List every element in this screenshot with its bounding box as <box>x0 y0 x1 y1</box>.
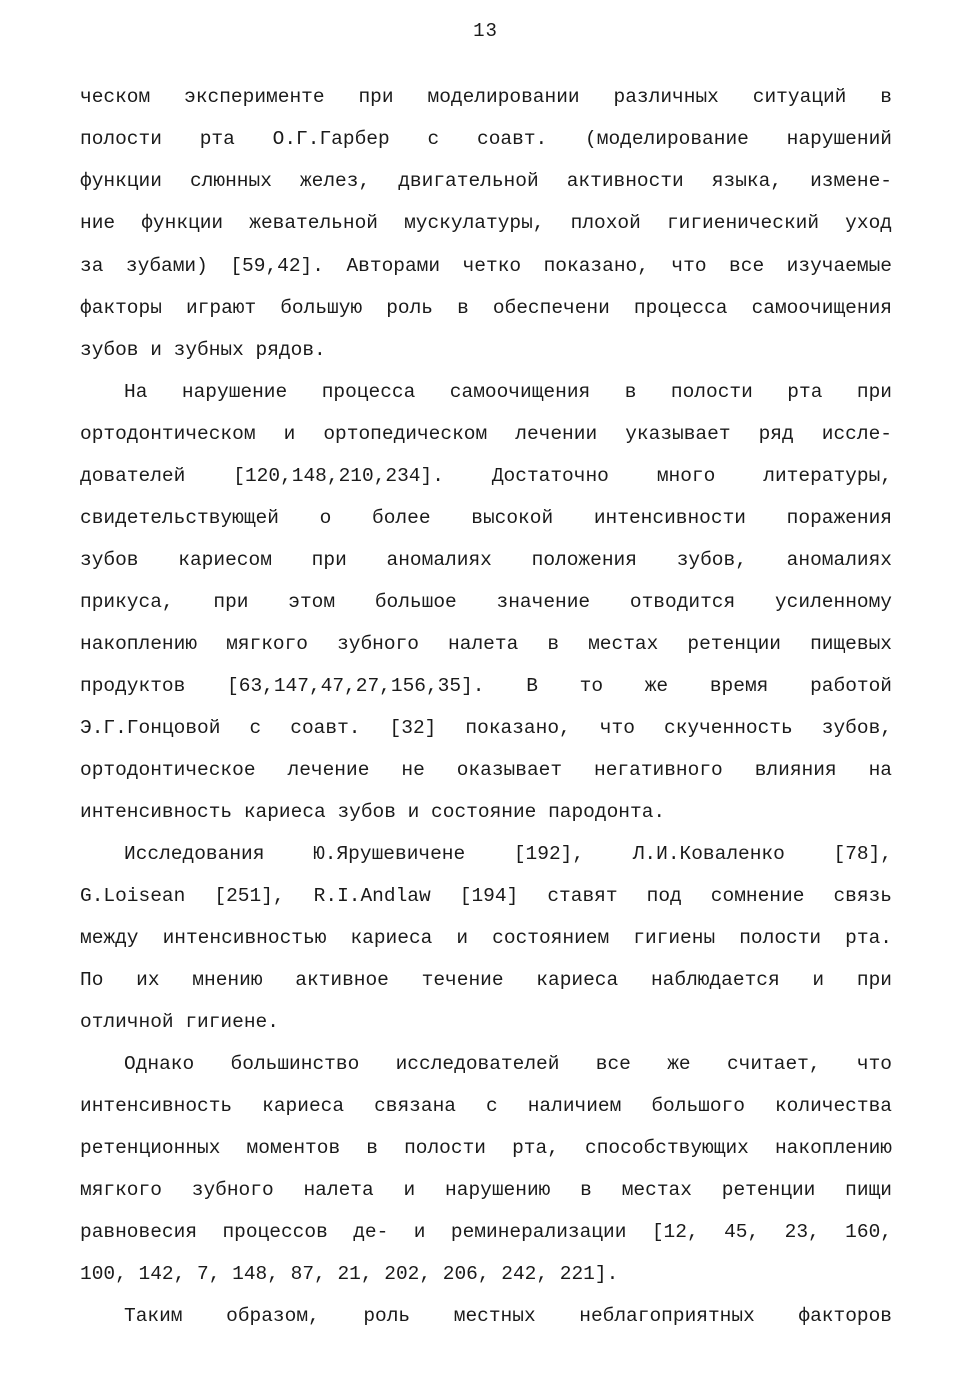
text-line: Исследования Ю.Ярушевичене [192], Л.И.Коваленко [78], <box>124 843 892 865</box>
text-line: мягкого зубного налета и нарушению в местах ретенции пищи <box>80 1179 892 1201</box>
text-line: функции слюнных желез, двигательной активности языка, измене- <box>80 170 892 192</box>
text-line: Таким образом, роль местных неблагоприятных факторов <box>124 1305 892 1327</box>
text-line: продуктов [63,147,47,27,156,35]. В то же время работой <box>80 675 892 697</box>
text-line: зубов и зубных рядов. <box>80 339 326 361</box>
text-line: 100, 142, 7, 148, 87, 21, 202, 206, 242, 221]. <box>80 1263 619 1285</box>
text-line: прикуса, при этом большое значение отводится усиленному <box>80 591 892 613</box>
text-line: свидетельствующей о более высокой интенсивности поражения <box>80 507 892 529</box>
text-line: G.Loisean [251], R.I.Andlaw [194] ставят под сомнение связь <box>80 885 892 907</box>
text-line: дователей [120,148,210,234]. Достаточно много литературы, <box>80 465 892 487</box>
text-line: По их мнению активное течение кариеса наблюдается и при <box>80 969 892 991</box>
text-line: между интенсивностью кариеса и состоянием гигиены полости рта. <box>80 927 892 949</box>
text-line: равновесия процессов де- и реминерализации [12, 45, 23, 160, <box>80 1221 892 1243</box>
text-line: интенсивность кариеса связана с наличием большого количества <box>80 1095 892 1117</box>
text-line: ортодонтическом и ортопедическом лечении указывает ряд иссле- <box>80 423 892 445</box>
text-line: Однако большинство исследователей все же считает, что <box>124 1053 892 1075</box>
text-line: отличной гигиене. <box>80 1011 279 1033</box>
text-line: полости рта О.Г.Гарбер с соавт. (моделирование нарушений <box>80 128 892 150</box>
text-line: На нарушение процесса самоочищения в полости рта при <box>124 381 892 403</box>
page-number: 13 <box>473 20 498 42</box>
text-line: факторы играют большую роль в обеспечени процесса самоочищения <box>80 297 892 319</box>
text-line: зубов кариесом при аномалиях положения зубов, аномалиях <box>80 549 892 571</box>
text-line: ретенционных моментов в полости рта, способствующих накоплению <box>80 1137 892 1159</box>
text-line: ческом эксперименте при моделировании различных ситуаций в <box>80 86 892 108</box>
text-line: интенсивность кариеса зубов и состояние пародонта. <box>80 801 666 823</box>
text-line: накоплению мягкого зубного налета в местах ретенции пищевых <box>80 633 892 655</box>
text-line: Э.Г.Гонцовой с соавт. [32] показано, что скученность зубов, <box>80 717 892 739</box>
text-line: ортодонтическое лечение не оказывает негативного влияния на <box>80 759 892 781</box>
text-line: за зубами) [59,42]. Авторами четко показано, что все изучаемые <box>80 255 892 277</box>
text-line: ние функции жевательной мускулатуры, плохой гигиенический уход <box>80 212 892 234</box>
